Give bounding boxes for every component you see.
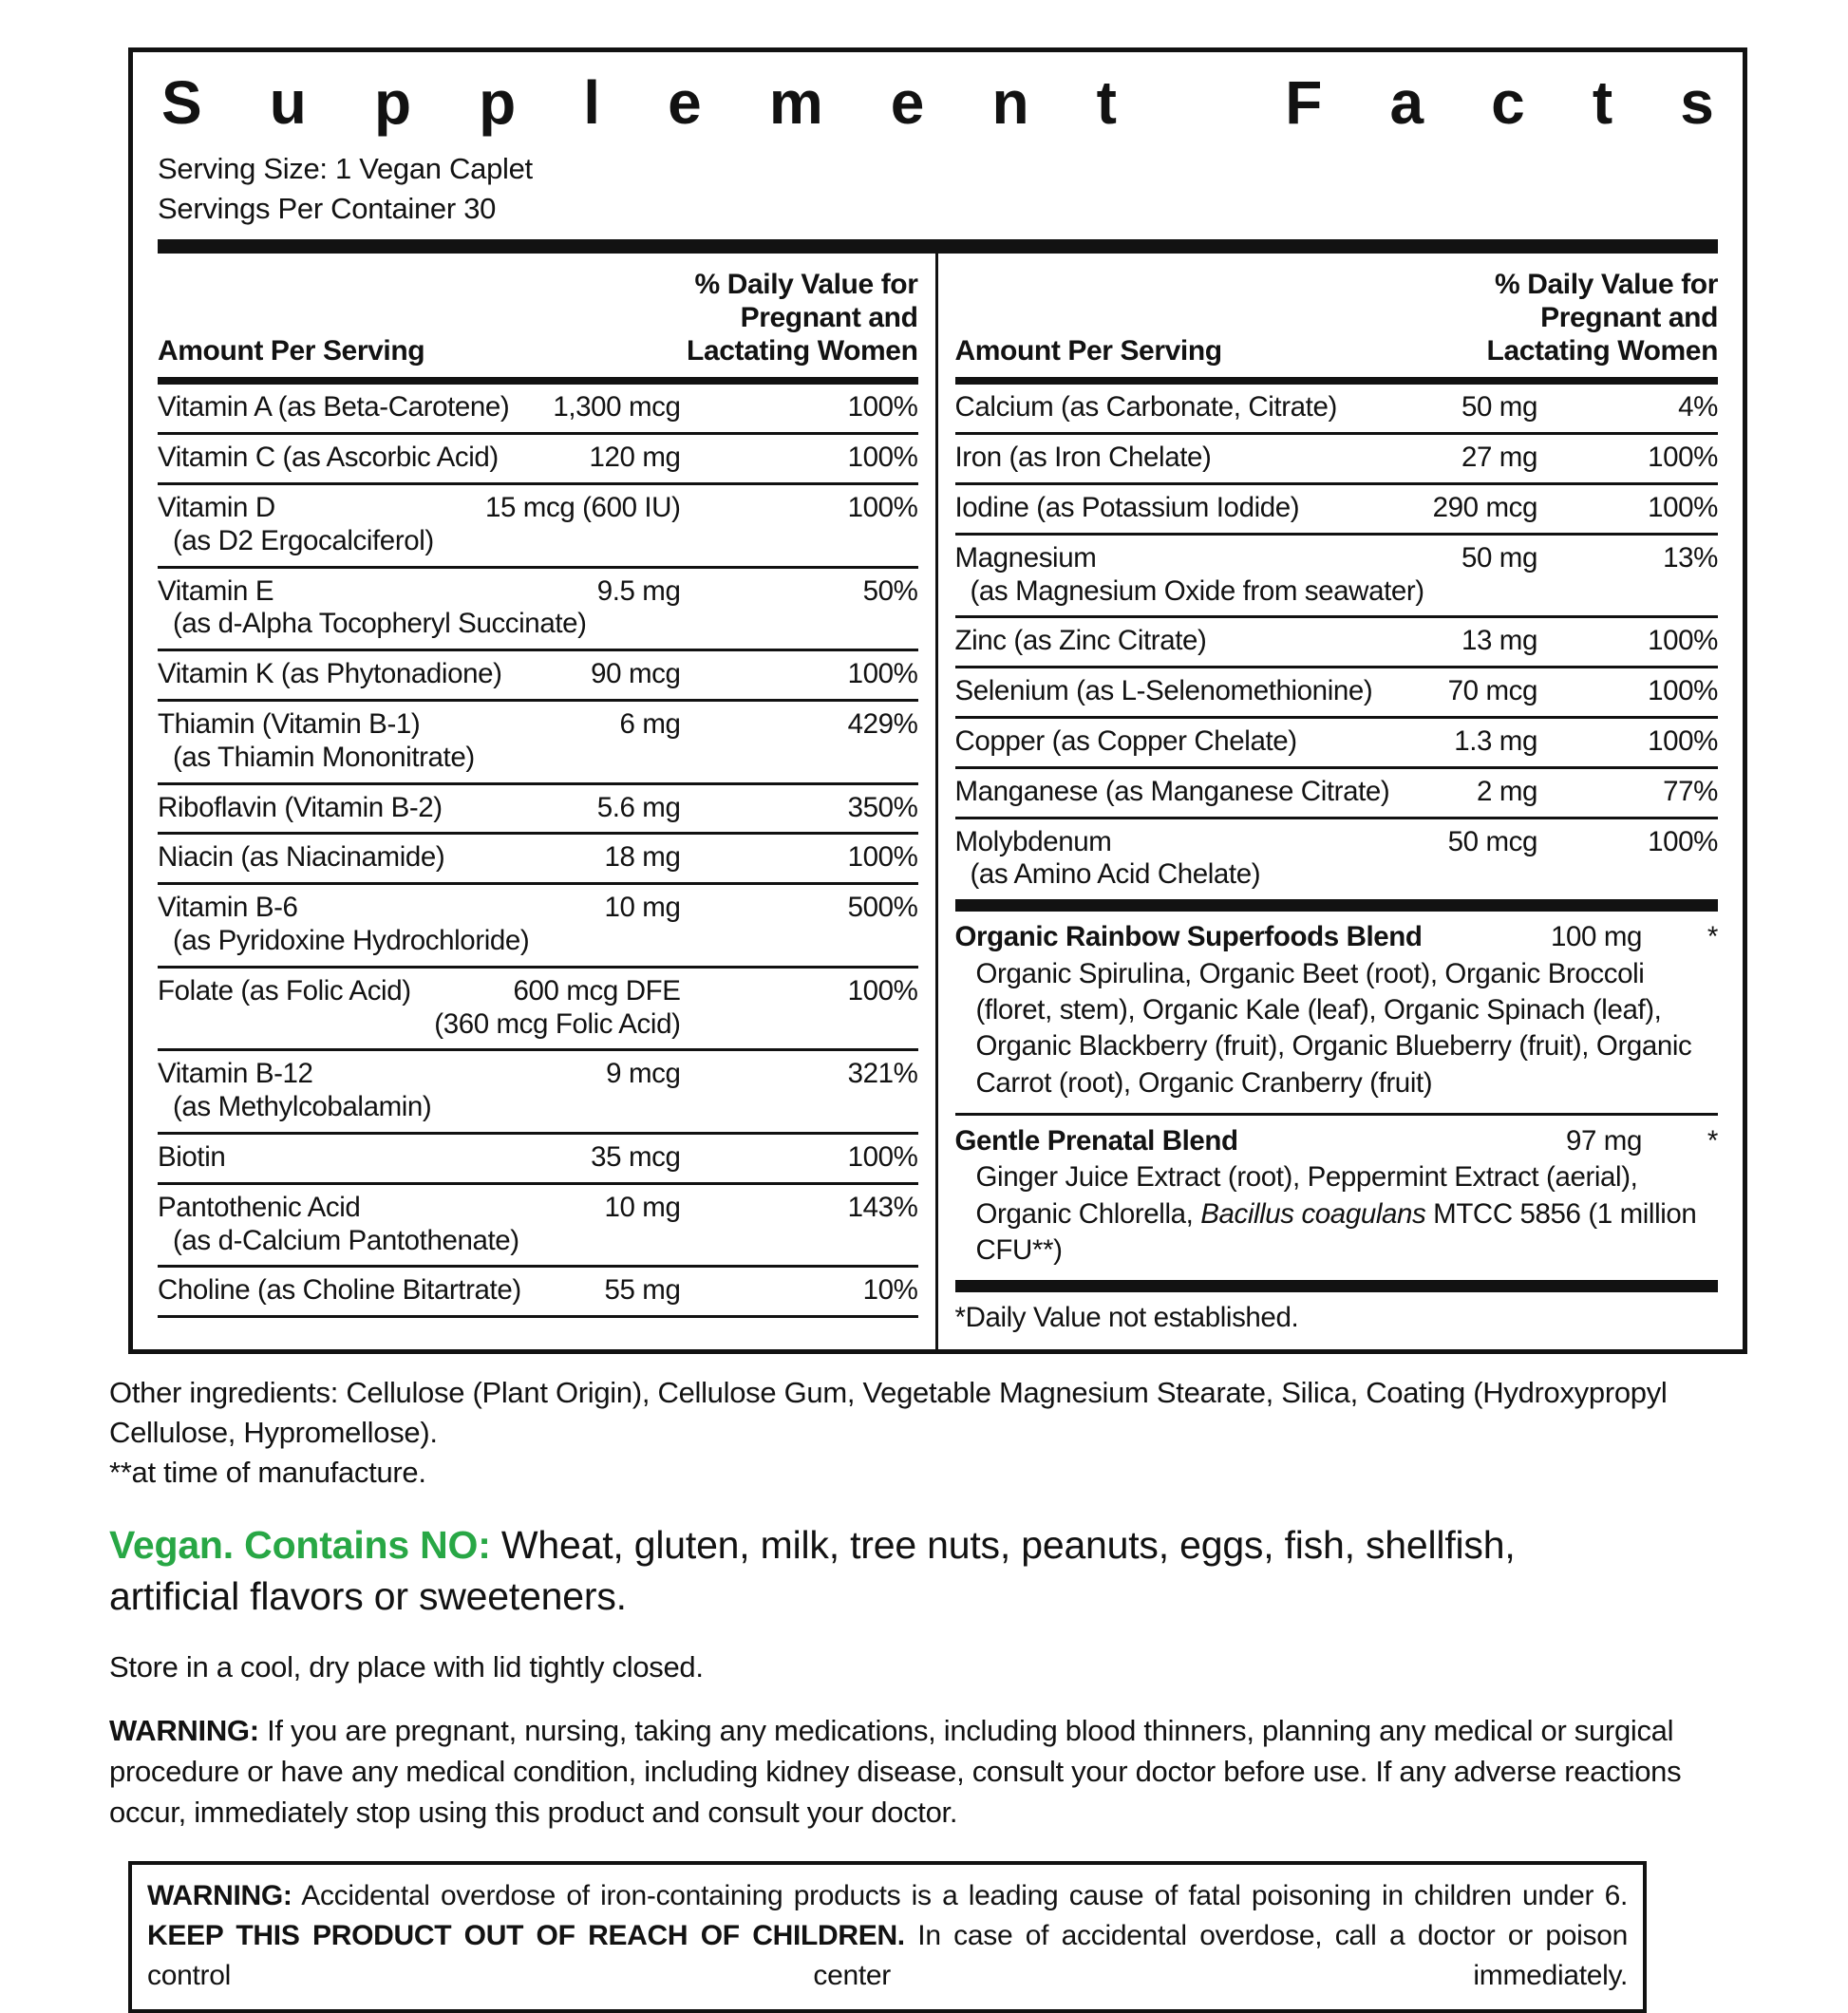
nutrient-amount: 35 mcg [591,1141,681,1173]
nutrient-row [158,435,918,485]
nutrient-name: Vitamin K (as Phytonadione) [158,658,502,690]
nutrient-sub-name: (as d-Alpha Tocopheryl Succinate) [173,608,587,640]
blend-asterisk: * [1707,921,1718,953]
blend-ingredients: Ginger Juice Extract (root), Peppermint Extract (aerial), Organic Chlorella, Bacillus coagulans MTCC 5856 (1 million CFU**) [975,1161,1697,1266]
nutrient-amount: 50 mcg [1447,825,1537,857]
nutrient-row [158,485,918,569]
nutrient-dv: 100% [847,1141,918,1173]
blend-ingredient-latin-name: Bacillus coagulans [1200,1197,1426,1230]
nutrient-amount: 9 mcg [606,1058,681,1090]
blend-name: Organic Rainbow Superfoods Blend [954,921,1423,953]
blend-ingredients: Organic Spirulina, Organic Beet (root), Organic Broccoli (floret, stem), Organic Kale (leaf), Organic Spinach (leaf), Organic Blackberry (fruit), Organic Blueberry (fruit), Organic Carrot (root), Organic Cranberry (fruit) [975,957,1692,1099]
nutrient-dv: 77% [1663,775,1718,807]
right-column [938,254,1719,1349]
vegan-claim [109,1519,1629,1622]
nutrient-dv: 100% [847,841,918,874]
blend-row [955,912,1719,1113]
nutrient-row [158,1051,918,1135]
nutrient-row [955,769,1719,819]
daily-value-header: % Daily Value for Pregnant and Lactating Women [1486,269,1718,367]
right-column-header [955,254,1719,385]
nutrient-sub-name: (as Methylcobalamin) [173,1091,432,1123]
nutrient-name: Vitamin C (as Ascorbic Acid) [158,442,499,474]
nutrient-dv: 100% [1648,492,1718,524]
nutrient-dv: 100% [1648,825,1718,857]
nutrient-name: Vitamin B-6 [158,892,298,924]
vegan-claim-rest: Wheat, gluten, milk, tree nuts, peanuts, eggs, fish, shellfish, artificial flavors or sweeteners. [109,1522,1516,1618]
nutrient-dv: 100% [1648,675,1718,707]
nutrient-amount: 5.6 mg [596,791,681,823]
nutrient-amount: 10 mg [604,1191,681,1223]
nutrient-amount: 13 mg [1461,625,1537,657]
dv-footnote: *Daily Value not established. [954,1302,1299,1334]
nutrient-amount: 50 mg [1461,391,1537,423]
nutrient-dv: 100% [847,442,918,474]
nutrient-dv: 350% [847,791,918,823]
nutrient-dv: 4% [1678,391,1718,423]
nutrient-name: Biotin [158,1141,226,1173]
nutrient-row [955,485,1719,536]
nutrient-name: Vitamin D [158,492,275,524]
warning-label: WARNING: [147,1880,292,1912]
nutrient-amount: 90 mcg [591,658,681,690]
nutrient-dv: 100% [1648,442,1718,474]
facts-title: S u p p l e m e n t F a c t s [161,68,1714,137]
facts-table [158,254,1718,1349]
amount-per-serving-header: Amount Per Serving [954,335,1222,367]
nutrient-row [955,435,1719,485]
nutrient-amount: 1.3 mg [1454,725,1537,758]
warning-text: If you are pregnant, nursing, taking any medications, including blood thinners, planning any medical or surgical procedure or have any medical condition, including kidney disease, consult your doctor before use. If any adverse reactions occur, immediately stop using this product and consult your doctor. [109,1714,1682,1829]
nutrient-row [158,702,918,785]
nutrient-sub-name: (as Thiamin Mononitrate) [173,741,475,773]
label-footer [109,1373,1742,2013]
nutrient-row [158,835,918,885]
blend-asterisk: * [1707,1124,1718,1157]
nutrient-amount: 50 mg [1461,541,1537,574]
nutrient-sub-name: (as Pyridoxine Hydrochloride) [173,925,530,957]
nutrient-row [955,668,1719,719]
nutrient-dv: 100% [847,391,918,423]
nutrient-amount: 27 mg [1461,442,1537,474]
left-column-header [158,254,918,385]
nutrient-dv: 100% [847,492,918,524]
nutrient-dv: 100% [847,974,918,1006]
nutrient-name: Niacin (as Niacinamide) [158,841,445,874]
other-ingredients-note: Other ingredients: Cellulose (Plant Origin), Cellulose Gum, Vegetable Magnesium Stearate, Silica, Coating (Hydroxypropyl Cellulose, Hypromellose). [109,1376,1668,1450]
warning-text: In case of accidental overdose, call a doctor or poison control center immediately. [147,1920,1628,1992]
nutrient-amount: 290 mcg [1432,492,1537,524]
nutrient-dv: 13% [1663,541,1718,574]
blend-amount: 97 mg [1566,1124,1642,1157]
nutrient-row [158,385,918,435]
nutrient-sub-name: (as d-Calcium Pantothenate) [173,1224,519,1256]
amount-per-serving-header: Amount Per Serving [158,335,425,367]
nutrient-amount: 2 mg [1477,775,1537,807]
iron-warning-box [128,1861,1647,2013]
nutrient-dv: 100% [847,658,918,690]
nutrient-name: Iodine (as Potassium Iodide) [954,492,1300,524]
servings-per-container-line: Servings Per Container 30 [158,191,497,225]
nutrient-dv: 429% [847,708,918,741]
pregnancy-warning [109,1711,1733,1833]
nutrient-row [158,1135,918,1185]
manufacture-note: **at time of manufacture. [109,1456,426,1489]
nutrient-row [955,536,1719,619]
nutrient-name: Selenium (as L-Selenomethionine) [954,675,1373,707]
nutrient-name: Pantothenic Acid [158,1191,361,1223]
nutrient-dv: 143% [847,1191,918,1223]
serving-size-line: Serving Size: 1 Vegan Caplet [158,152,533,185]
nutrient-sub-name: (as D2 Ergocalciferol) [173,524,434,556]
nutrient-amount-secondary: (360 mcg Folic Acid) [434,1007,681,1040]
nutrient-amount: 18 mg [604,841,681,874]
warning-emphasis: KEEP THIS PRODUCT OUT OF REACH OF CHILDREN. [147,1920,905,1952]
nutrient-amount: 15 mcg (600 IU) [485,492,681,524]
blend-divider-bar [955,899,1719,912]
nutrient-name: Copper (as Copper Chelate) [954,725,1297,758]
nutrient-name: Manganese (as Manganese Citrate) [954,775,1390,807]
nutrient-dv: 50% [862,574,918,607]
nutrient-row [955,819,1719,900]
nutrient-row [158,1185,918,1269]
nutrient-name: Choline (as Choline Bitartrate) [158,1274,521,1307]
nutrient-row [158,785,918,836]
nutrient-name: Riboflavin (Vitamin B-2) [158,791,443,823]
nutrient-name: Molybdenum [954,825,1112,857]
nutrient-amount: 70 mcg [1447,675,1537,707]
nutrient-amount: 1,300 mcg [553,391,681,423]
nutrient-row [158,569,918,652]
nutrient-name: Folate (as Folic Acid) [158,974,411,1006]
blend-rows [955,912,1719,1280]
nutrient-name: Thiamin (Vitamin B-1) [158,708,421,741]
nutrient-amount: 120 mg [589,442,681,474]
nutrient-amount: 55 mg [604,1274,681,1307]
nutrient-row [158,969,918,1052]
blend-row [955,1113,1719,1280]
left-nutrient-rows [158,385,918,1318]
nutrient-row [158,1268,918,1318]
nutrient-row [955,719,1719,769]
nutrient-dv: 100% [1648,725,1718,758]
left-column [158,254,938,1349]
nutrient-name: Zinc (as Zinc Citrate) [954,625,1207,657]
nutrient-name: Calcium (as Carbonate, Citrate) [954,391,1337,423]
footnote-divider-bar [955,1280,1719,1292]
nutrient-name: Vitamin E [158,574,274,607]
blend-amount: 100 mg [1551,921,1642,953]
nutrient-row [158,651,918,702]
nutrient-name: Vitamin A (as Beta-Carotene) [158,391,510,423]
nutrient-dv: 10% [862,1274,918,1307]
nutrient-dv: 500% [847,892,918,924]
nutrient-sub-name: (as Magnesium Oxide from seawater) [970,574,1424,607]
nutrient-amount: 10 mg [604,892,681,924]
right-nutrient-rows [955,385,1719,899]
daily-value-header: % Daily Value for Pregnant and Lactating Women [687,269,918,367]
storage-note: Store in a cool, dry place with lid tightly closed. [109,1650,704,1684]
vegan-claim-highlight: Vegan. Contains NO: [109,1522,491,1567]
nutrient-dv: 100% [1648,625,1718,657]
warning-text: Accidental overdose of iron-containing products is a leading cause of fatal poisoning in children under 6. [292,1880,1628,1912]
nutrient-row [955,618,1719,668]
nutrient-amount: 600 mcg DFE [513,974,681,1006]
facts-panel [128,47,1747,1354]
table-top-bar [158,239,1718,254]
blend-name: Gentle Prenatal Blend [954,1124,1238,1157]
nutrient-row [158,885,918,969]
nutrient-dv: 321% [847,1058,918,1090]
nutrient-row [955,385,1719,435]
nutrient-amount: 9.5 mg [596,574,681,607]
nutrient-name: Vitamin B-12 [158,1058,313,1090]
nutrient-amount: 6 mg [619,708,681,741]
warning-label: WARNING: [109,1714,259,1748]
nutrient-sub-name: (as Amino Acid Chelate) [970,858,1261,891]
nutrient-name: Iron (as Iron Chelate) [954,442,1212,474]
nutrient-name: Magnesium [954,541,1097,574]
